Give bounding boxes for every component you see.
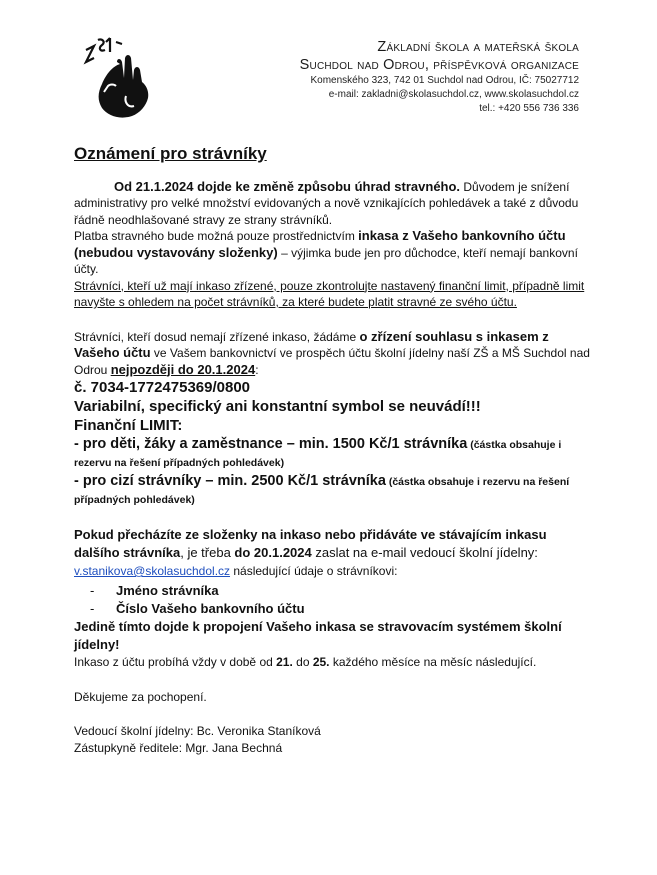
limit-external-text: - pro cizí strávníky – min. 2500 Kč/1 strávníka [74,472,386,489]
limit-children-note: (částka obsahuje i rezervu na řešení případných pohledávek) [74,439,562,469]
new-collection-bold: o zřízení souhlasu s inkasem z Vašeho účtu [74,328,549,360]
required-item-name: Jméno strávníka [116,583,219,598]
school-phone: tel.: +420 556 736 336 [479,103,579,114]
period-pre: Inkaso z účtu probíhá vždy v době od [74,655,277,669]
limit-children [74,435,594,472]
payment-method-pre: Platba stravného bude možná pouze prostřednictvím [74,229,359,243]
new-collection-deadline: nejpozději do 20.1.2024 [110,361,256,377]
list-item: - Jméno strávníka [90,583,219,598]
notice-body [74,146,594,756]
paragraph-collection-period [74,654,594,671]
paragraph-linking: Jedině tímto dojde k propojení Vašeho inkasa se stravovacím systémem školní jídelny! [74,619,562,652]
period-start: 21. [276,655,293,669]
payment-method-post: – výjimka bude jen pro důchodce, kteří nemají bankovní účty. [74,245,578,276]
signature-canteen-head: Vedoucí školní jídelny: Bc. Veronika Staníková [74,724,321,738]
paragraph-change-notice [74,179,594,229]
school-logo-hand-icon [80,36,152,122]
change-date-text: Od 21.1.2024 dojde ke změně způsobu úhrad stravného. [114,178,461,194]
list-item: - Číslo Vašeho bankovního účtu [90,601,305,616]
symbols-note: Variabilní, specifický ani konstantní symbol se neuvádí!!! [74,398,481,415]
paragraph-new-collection [74,329,594,379]
switching-date: do 20.1.2024 [234,545,312,560]
limit-external-note: (částka obsahuje i rezervu na řešení případných pohledávek) [74,475,570,506]
switching-post: zaslat na e-mail vedoucí školní jídelny: [311,545,538,560]
switching-bold: Pokud přecházíte ze složenky na inkaso nebo přidáváte ve stávajícím inkasu dalšího strávníka [74,527,547,560]
notice-title: Oznámení pro strávníky [74,144,267,163]
limit-external [74,472,594,509]
limit-children-text: - pro děti, žáky a zaměstnance – min. 1500 Kč/1 strávníka [74,436,468,452]
new-collection-pre: Strávníci, kteří dosud nemají zřízené inkaso, žádáme [74,329,360,344]
school-address: Komenského 323, 742 01 Suchdol nad Odrou, IČ: 75027712 [310,75,579,86]
account-number: č. 7034-1772475369/0800 [74,379,251,396]
school-name-line2: Suchdol nad Odrou, příspěvková organizace [299,57,579,73]
signature-deputy: Zástupkyně ředitele: Mgr. Jana Bechná [74,740,283,755]
period-post: každého měsíce na měsíc následující. [329,655,537,669]
switching-mid: , je třeba [180,545,235,560]
period-end: 25. [312,655,330,669]
switching-tail: následující údaje o strávníkovi: [230,564,398,578]
paragraph-payment-method [74,228,594,278]
new-collection-mid: ve Vašem bankovnictví ve prospěch účtu školní jídelny naší ZŠ a MŠ Suchdol nad Odrou [74,346,590,377]
required-item-account: Číslo Vašeho bankovního účtu [116,601,305,616]
new-collection-end: : [255,362,259,377]
canteen-email-link[interactable]: v.stanikova@skolasuchdol.cz [74,564,231,578]
required-info-list [74,582,594,618]
payment-method-bold: inkasa z Vašeho bankovního účtu (nebudou vystavovány složenky) [74,228,566,260]
thanks-text: Děkujeme za pochopení. [74,689,207,704]
school-header [159,38,579,116]
limit-title: Finanční LIMIT: [74,417,183,434]
paragraph-existing-collection: Strávníci, kteří už mají inkaso zřízené, pouze zkontrolujte nastavený finanční limit, případně limit navyšte s ohledem na počet strávníků, za které budete platit stravné ze svého účtu. [74,278,585,309]
period-mid: do [292,655,313,669]
change-reason-text: Důvodem je snížení administrativy pro velké množství evidovaných a nově vznikajících pohledávek a také z důvodu řádně neodhlašované stravy ze strany strávníků. [74,179,579,227]
school-email-web: e-mail: zakladni@skolasuchdol.cz, www.skolasuchdol.cz [328,89,579,100]
school-name-line1: Základní škola a mateřská škola [377,39,579,55]
paragraph-switching [74,526,594,580]
